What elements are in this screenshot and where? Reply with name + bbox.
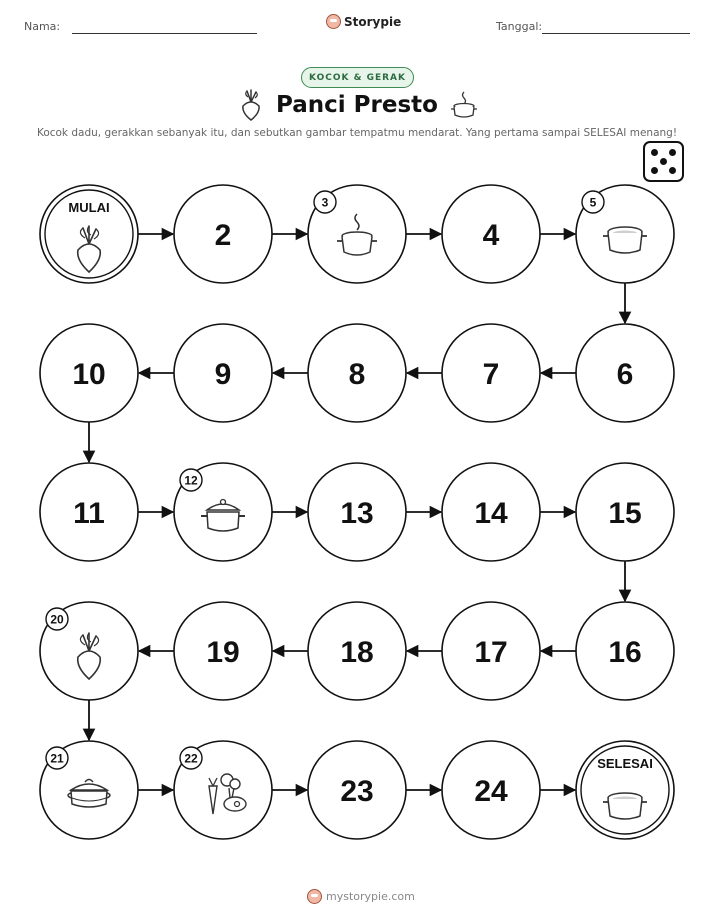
board-cell-20 xyxy=(40,602,138,700)
cell-number: 24 xyxy=(474,775,508,808)
cell-number: 17 xyxy=(474,636,508,669)
soup-pot-icon xyxy=(603,793,647,819)
board-cell-4 xyxy=(442,185,540,283)
activity-badge: KOCOK & GERAK xyxy=(301,67,414,88)
board-cell-10 xyxy=(40,324,138,422)
board-cell-11 xyxy=(40,463,138,561)
instructions-text: Kocok dadu, gerakkan sebanyak itu, dan sebutkan gambar tempatmu mendarat. Yang pertama sampai SELESAI menang! xyxy=(36,127,678,139)
board-cell-22 xyxy=(174,741,272,839)
cell-number: 13 xyxy=(340,497,374,530)
board-cell-18 xyxy=(308,602,406,700)
board-cell-24 xyxy=(442,741,540,839)
board-cell-5 xyxy=(576,185,674,283)
name-label: Nama: xyxy=(24,20,61,33)
board-cell-3 xyxy=(308,185,406,283)
soup-pot-icon xyxy=(603,227,647,253)
cell-number: 16 xyxy=(608,636,642,669)
board-cell-23 xyxy=(308,741,406,839)
cell-number: 4 xyxy=(482,219,500,252)
cell-number: 14 xyxy=(474,497,508,530)
finish-cell xyxy=(576,741,674,839)
board-cell-14 xyxy=(442,463,540,561)
board-cell-17 xyxy=(442,602,540,700)
board-cell-12 xyxy=(174,463,272,561)
cell-number: 20 xyxy=(50,612,64,627)
cell-number: 18 xyxy=(340,636,374,669)
board-cell-7 xyxy=(442,324,540,422)
cell-number: 7 xyxy=(482,358,500,391)
board-cell-8 xyxy=(308,324,406,422)
cell-number: 21 xyxy=(50,751,64,766)
board-cell-2 xyxy=(174,185,272,283)
cell-number: 10 xyxy=(72,358,106,391)
board-cell-16 xyxy=(576,602,674,700)
footer-url: mystorypie.com xyxy=(326,890,415,903)
board-cell-9 xyxy=(174,324,272,422)
page-title: Panci Presto xyxy=(276,92,438,118)
footer xyxy=(307,889,415,904)
cell-number: 5 xyxy=(589,195,597,210)
date-label: Tanggal: xyxy=(496,20,543,33)
cell-number: 6 xyxy=(616,358,634,391)
board-cell-21 xyxy=(40,741,138,839)
cell-label: SELESAI xyxy=(597,756,653,771)
cell-number: 12 xyxy=(184,473,198,488)
storypie-mascot-icon xyxy=(307,889,322,904)
cell-number: 19 xyxy=(206,636,240,669)
cell-number: 23 xyxy=(340,775,374,808)
cell-number: 11 xyxy=(73,497,105,530)
cell-number: 15 xyxy=(608,497,642,530)
cell-number: 9 xyxy=(214,358,232,391)
cell-number: 8 xyxy=(348,358,366,391)
board-cell-13 xyxy=(308,463,406,561)
cell-number: 2 xyxy=(214,219,232,252)
brand-name: Storypie xyxy=(344,14,402,29)
cell-number: 3 xyxy=(321,195,329,210)
board-cell-15 xyxy=(576,463,674,561)
board-cell-6 xyxy=(576,324,674,422)
cell-label: MULAI xyxy=(68,200,110,215)
start-cell xyxy=(40,185,138,283)
board-cell-19 xyxy=(174,602,272,700)
cell-number: 22 xyxy=(184,751,198,766)
